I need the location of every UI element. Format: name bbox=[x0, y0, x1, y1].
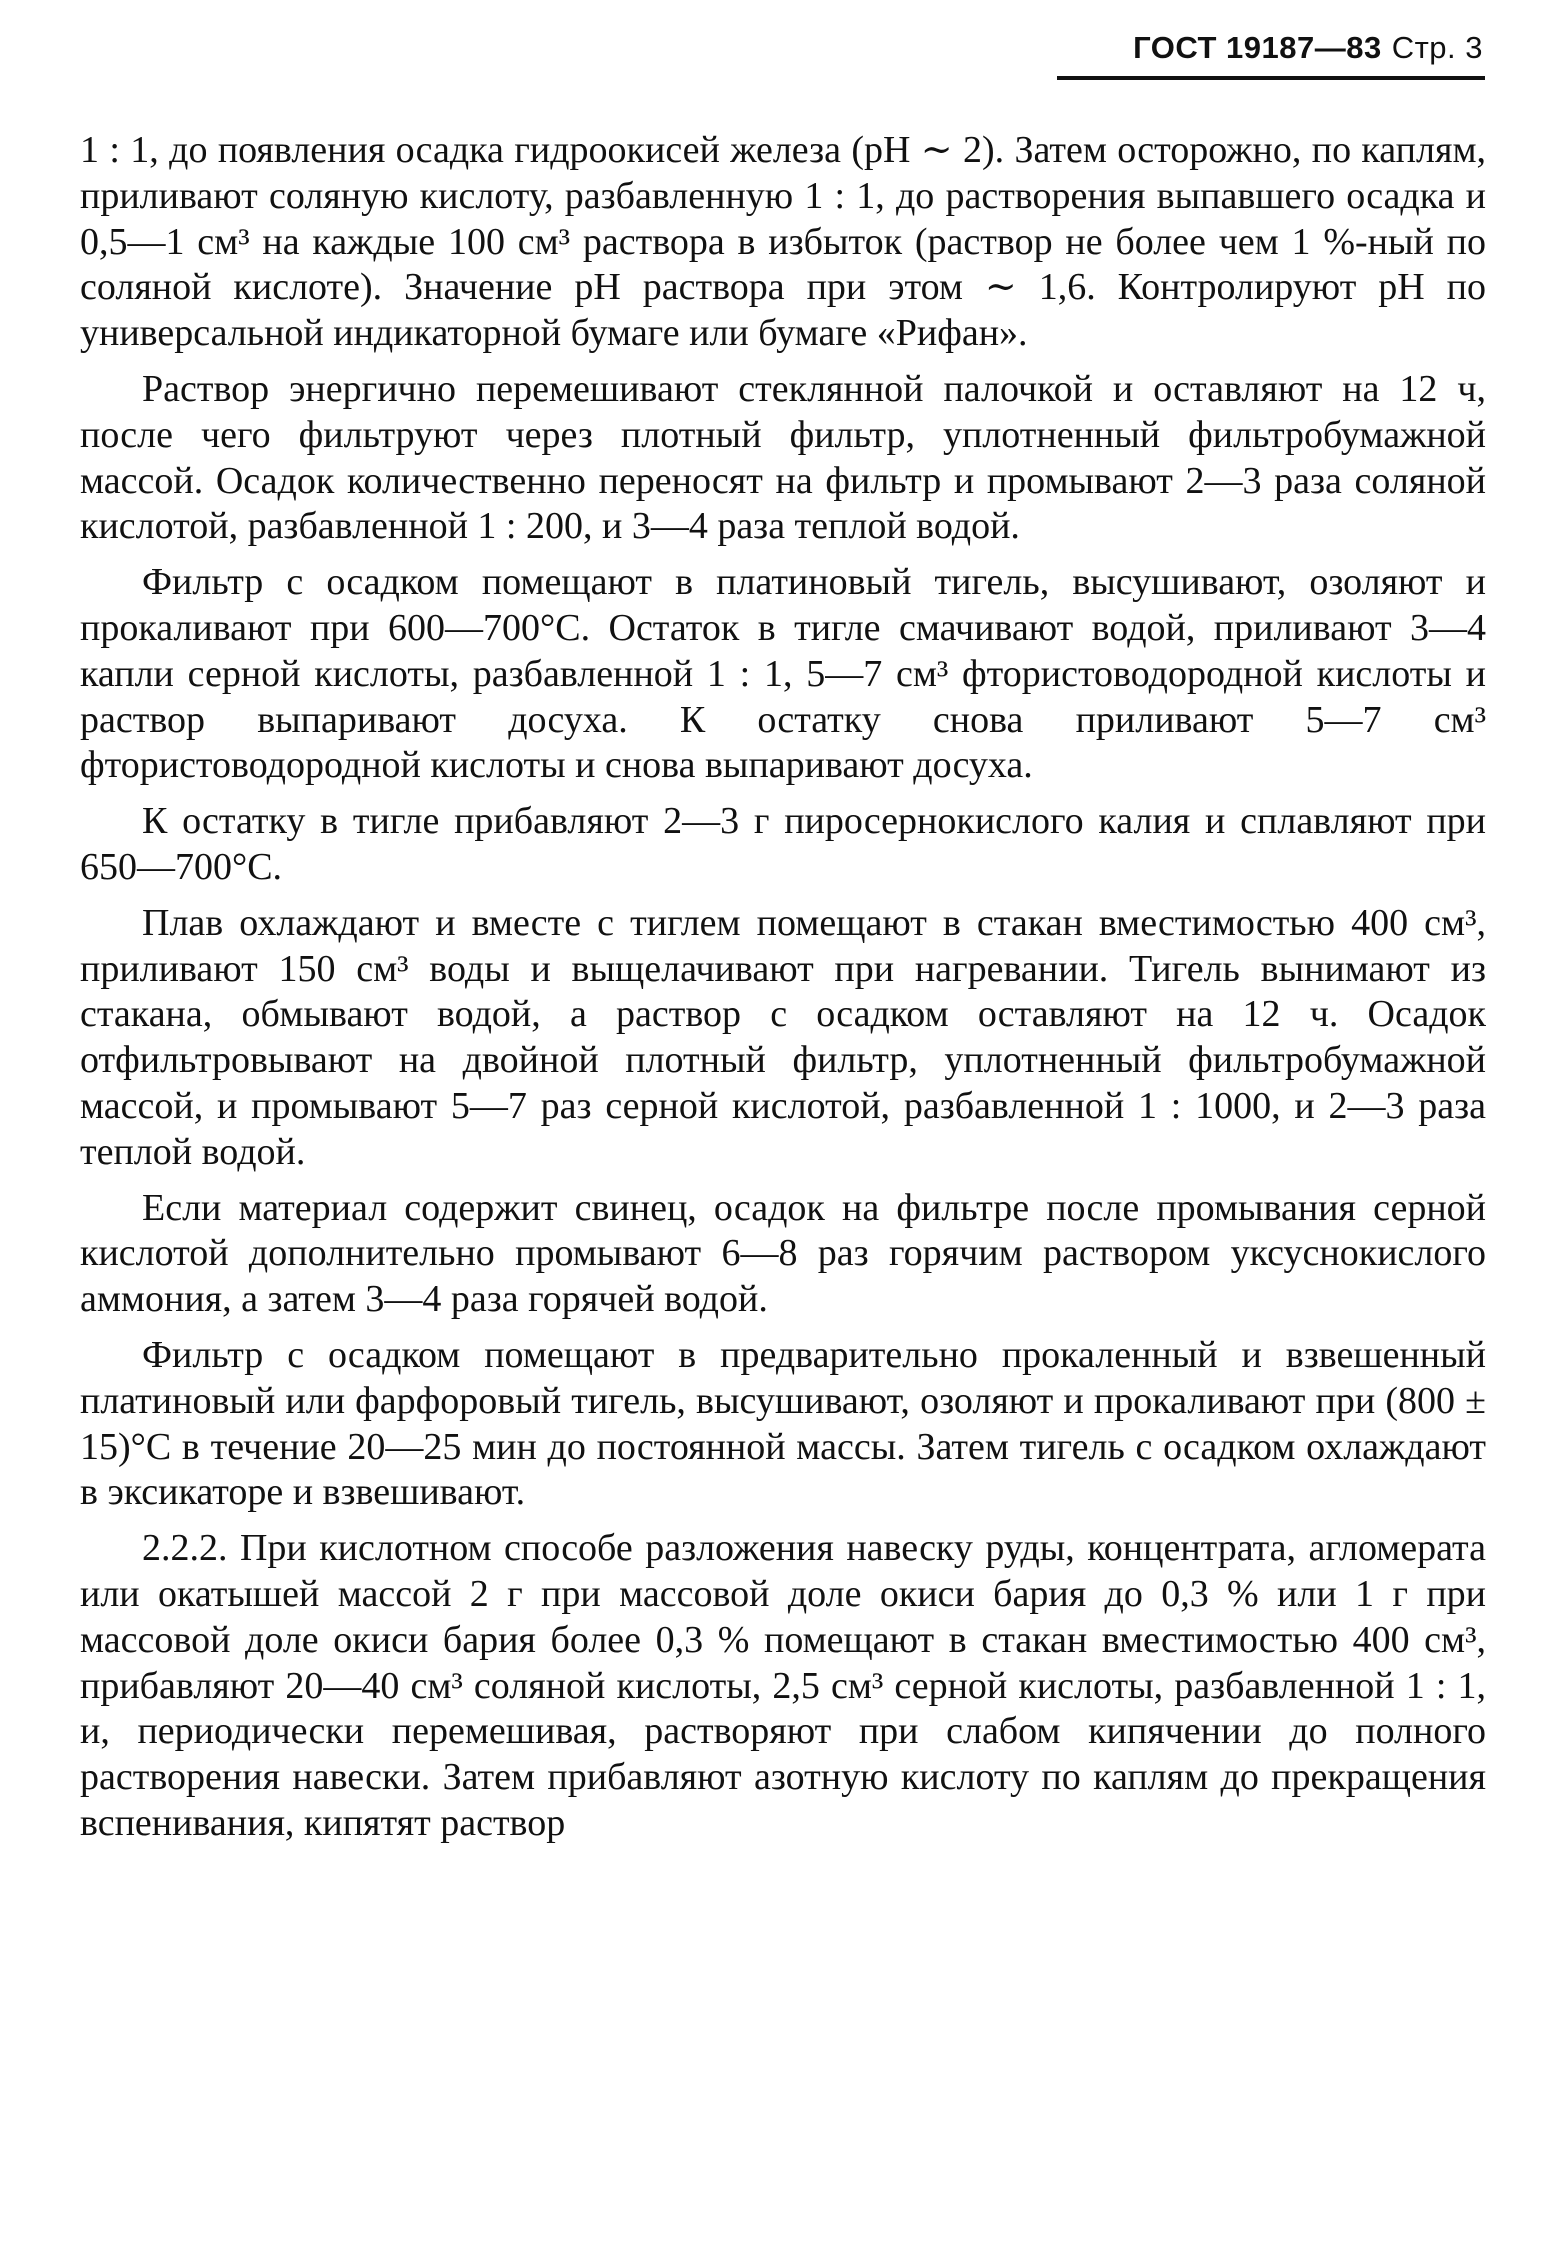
body-text bbox=[80, 128, 1486, 1857]
header-rule bbox=[1057, 76, 1485, 80]
standard-number: ГОСТ 19187—83 bbox=[1133, 30, 1382, 65]
paragraph-calcination: Фильтр с осадком помещают в предварительно прокаленный и взвешенный платиновый или фарфоровый тигель, высушивают, озоляют и прокаливают при (800 ± 15)°С в течение 20—25 мин до постоянной массы. Затем тигель с осадком охлаждают в эксикаторе и взвешивают. bbox=[80, 1333, 1486, 1514]
page-number: Стр. 3 bbox=[1391, 30, 1483, 65]
paragraph-stirring: Раствор энергично перемешивают стеклянной палочкой и оставляют на 12 ч, после чего фильтруют через плотный фильтр, уплотненный фильтробумажной массой. Осадок количественно переносят на фильтр и промывают 2—3 раза соляной кислотой, разбавленной 1 : 200, и 3—4 раза теплой водой. bbox=[80, 367, 1486, 548]
paragraph-fusion: К остатку в тигле прибавляют 2—3 г пиросернокислого калия и сплавляют при 650—700°С. bbox=[80, 800, 1486, 888]
paragraph-continuation: 1 : 1, до появления осадка гидроокисей железа (pH ∼ 2). Затем осторожно, по каплям, приливают соляную кислоту, разбавленную 1 : 1, до растворения выпавшего осадка и 0,5—1 см³ на каждые 100 см³ раствора в избыток (раствор не более чем 1 %-ный по соляной кислоте). Значение pH раствора при этом ∼ 1,6. Контролируют pH по универсальной индикаторной бумаге или бумаге «Рифан». bbox=[80, 129, 1486, 355]
paragraph-crucible-ashing: Фильтр с осадком помещают в платиновый тигель, высушивают, озоляют и прокаливают при 600—700°С. Остаток в тигле смачивают водой, приливают 3—4 капли серной кислоты, разбавленной 1 : 1, 5—7 см³ фтористоводородной кислоты и раствор выпаривают досуха. К остатку снова приливают 5—7 см³ фтористоводородной кислоты и снова выпаривают досуха. bbox=[80, 561, 1486, 787]
paragraph-lead-washing: Если материал содержит свинец, осадок на фильтре после промывания серной кислотой дополнительно промывают 6—8 раз горячим раствором уксуснокислого аммония, а затем 3—4 раза горячей водой. bbox=[80, 1186, 1486, 1321]
paragraph-leaching: Плав охлаждают и вместе с тиглем помещают в стакан вместимостью 400 см³, приливают 150 см³ воды и выщелачивают при нагревании. Тигель вынимают из стакана, обмывают водой, а раствор с осадком оставляют на 12 ч. Осадок отфильтровывают на двойной плотный фильтр, уплотненный фильтробумажной массой, и промывают 5—7 раз серной кислотой, разбавленной 1 : 1000, и 2—3 раза теплой водой. bbox=[80, 901, 1486, 1173]
page-header bbox=[1133, 30, 1483, 66]
paragraph-section-2-2-2: 2.2.2. При кислотном способе разложения навеску руды, концентрата, агломерата или окатышей массой 2 г при массовой доле окиси бария до 0,3 % или 1 г при массовой доле окиси бария более 0,3 % помещают в стакан вместимостью 400 см³, прибавляют 20—40 см³ соляной кислоты, 2,5 см³ серной кислоты, разбавленной 1 : 1, и, периодически перемешивая, растворяют при слабом кипячении до полного растворения навески. Затем прибавляют азотную кислоту по каплям до прекращения вспенивания, кипятят раствор bbox=[80, 1527, 1486, 1844]
